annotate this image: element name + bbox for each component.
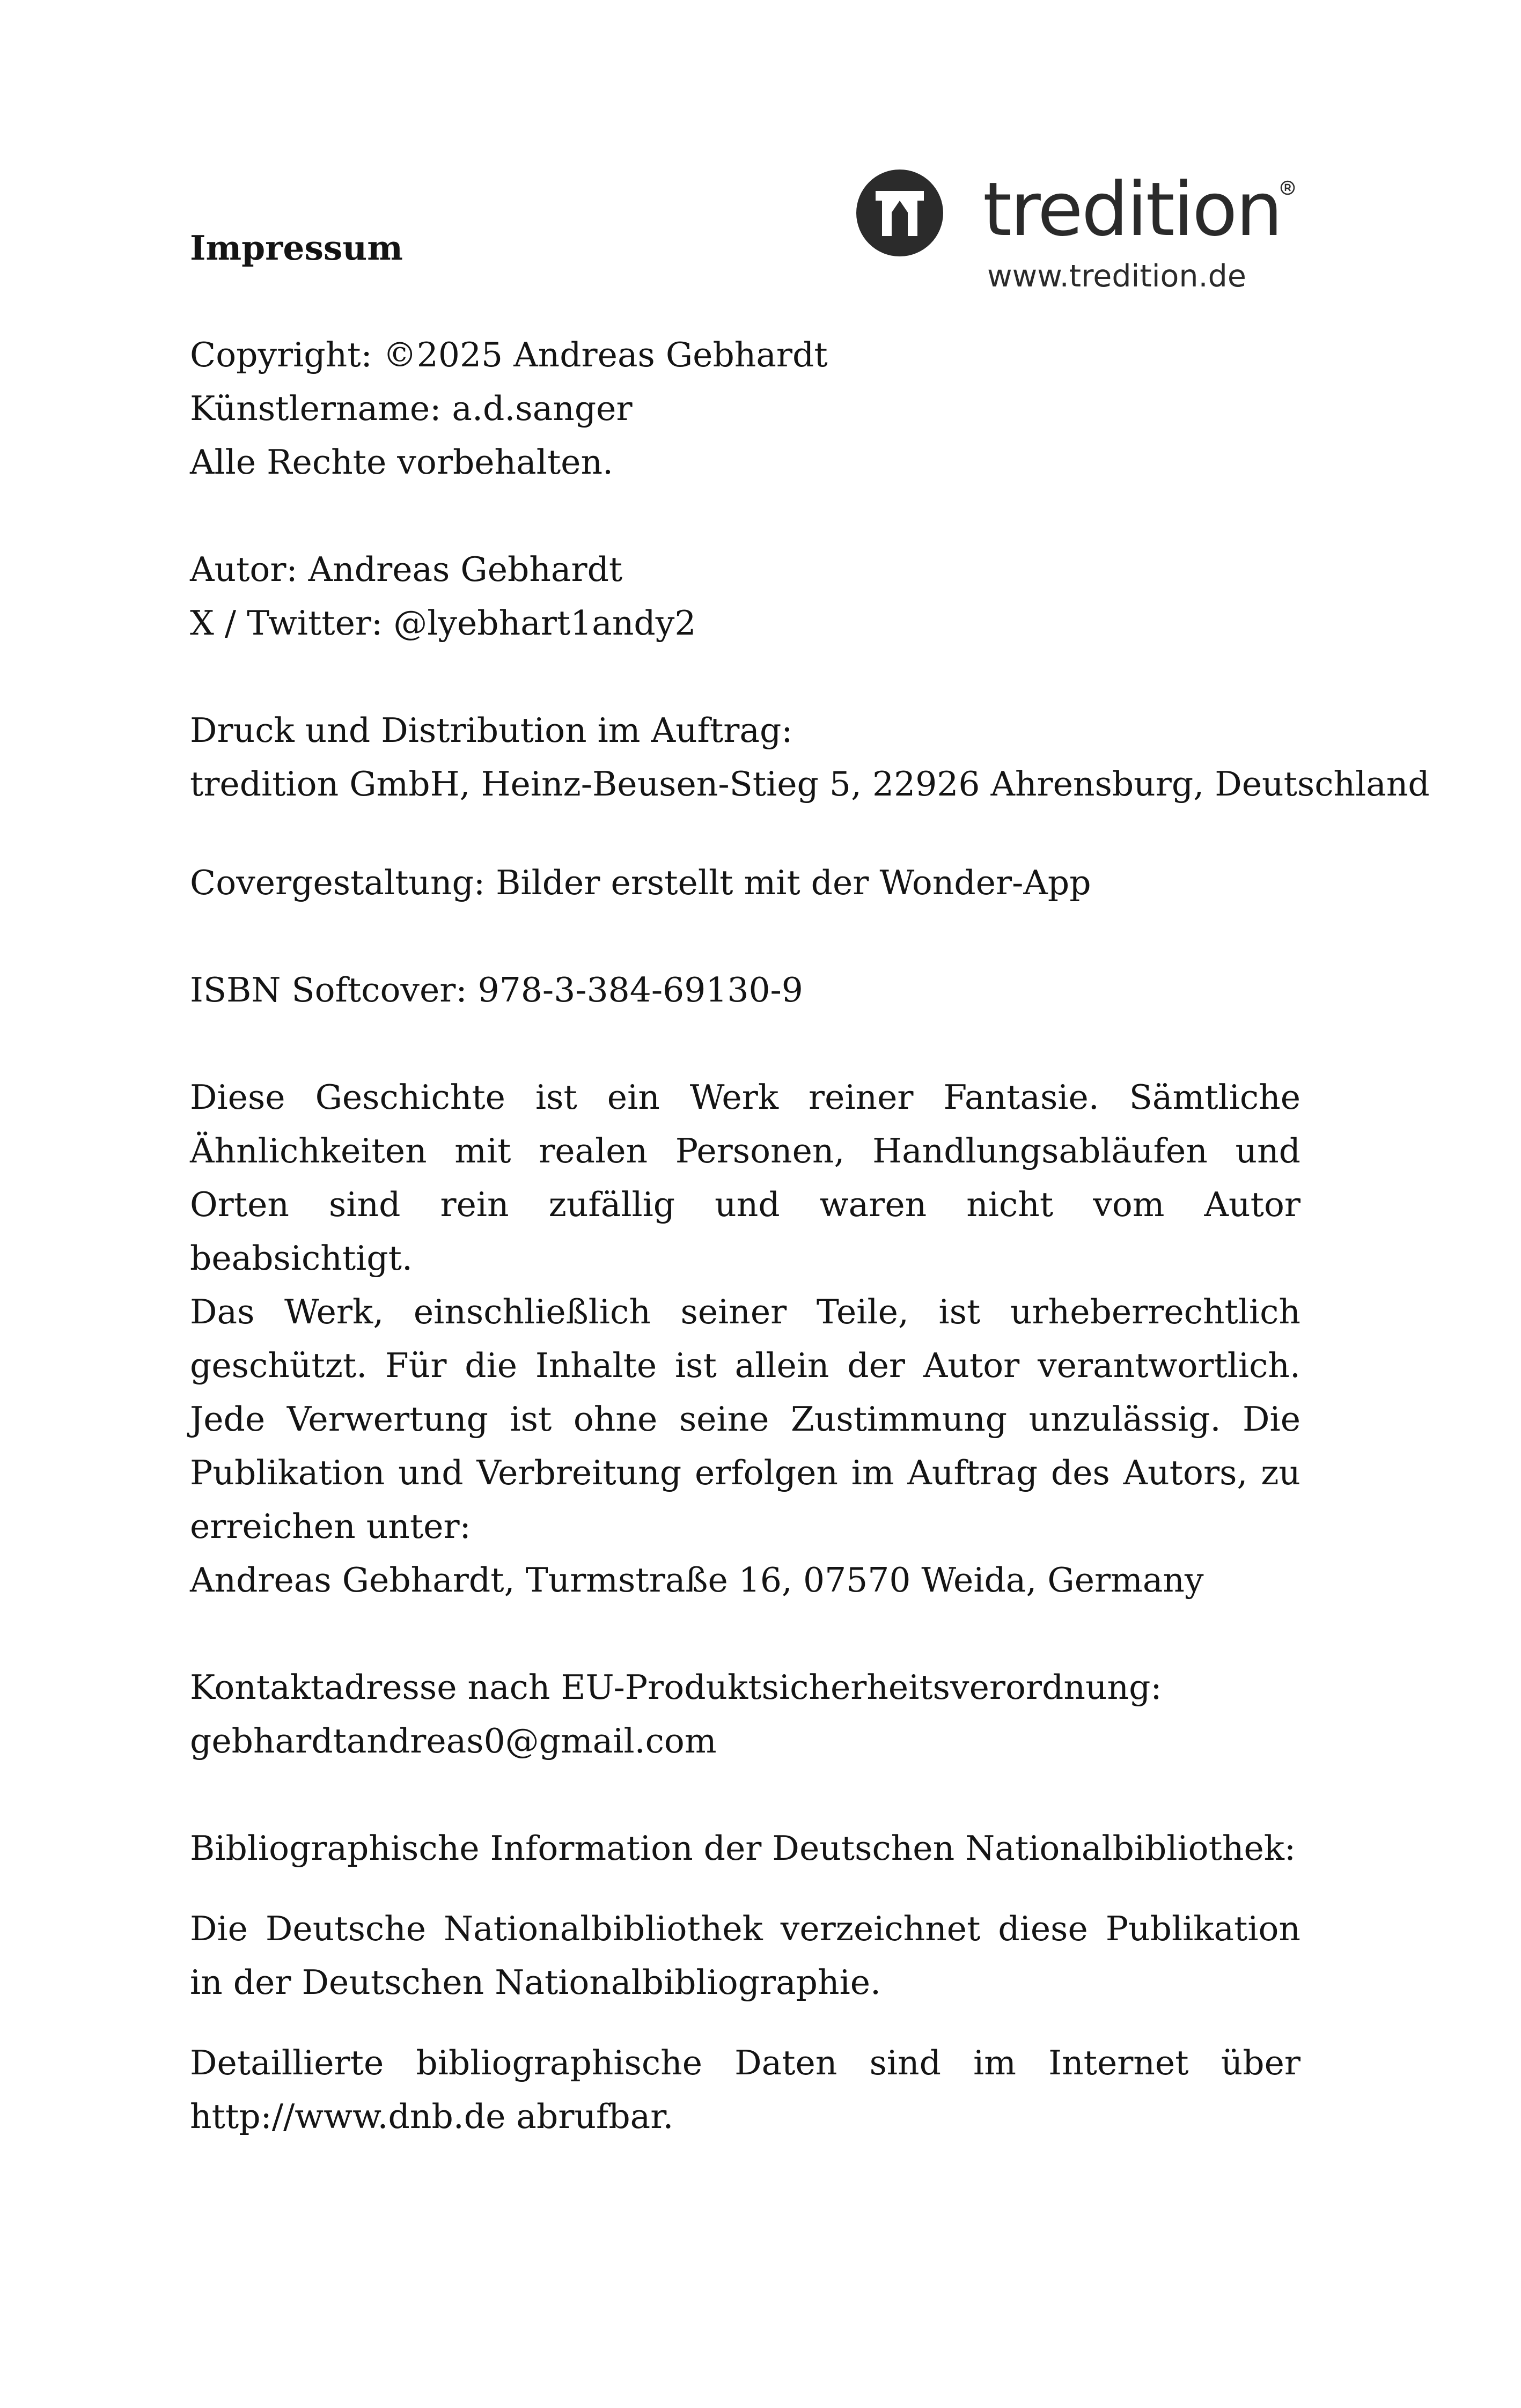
distribution-label: Druck und Distribution im Auftrag: xyxy=(190,711,793,750)
isbn-line: ISBN Softcover: 978-3-384-69130-9 xyxy=(190,970,803,1010)
dnb-notice: Die Deutsche Nationalbibliothek verzeichnet diese Publikation in der Deutschen Nationalbibliographie. xyxy=(190,1909,1300,2002)
imprint-content xyxy=(190,221,1430,2144)
twitter-line: X / Twitter: @lyebhart1andy2 xyxy=(190,603,696,643)
fiction-disclaimer: Diese Geschichte ist ein Werk reiner Fantasie. Sämtliche Ähnlichkeiten mit realen Personen, Handlungsabläufen und Orten sind rein zufällig und waren nicht vom Autor beabsichtigt. xyxy=(190,1078,1300,1278)
page-title: Impressum xyxy=(190,228,403,268)
logo-wordmark: tredition xyxy=(983,166,1281,253)
registered-mark-icon xyxy=(1280,180,1295,195)
logo-url: www.tredition.de xyxy=(987,259,1246,294)
publisher-address: Andreas Gebhardt, Turmstraße 16, 07570 Weida, Germany xyxy=(190,1560,1204,1600)
bibliographic-heading: Bibliographische Information der Deutschen Nationalbibliothek: xyxy=(190,1829,1296,1868)
distribution-address: tredition GmbH, Heinz-Beusen-Stieg 5, 22926 Ahrensburg, Deutschland xyxy=(190,764,1430,804)
rights-reserved-line: Alle Rechte vorbehalten. xyxy=(190,443,614,482)
contact-label: Kontaktadresse nach EU-Produktsicherheitsverordnung: xyxy=(190,1668,1162,1707)
copyright-notice: Das Werk, einschließlich seiner Teile, ist urheberrechtlich geschützt. Für die Inhalte ist allein der Autor verantwortlich. Jede Verwertung ist ohne seine Zustimmung unzulässig. Die Publikation und Verbreitung erfolgen im Auftrag des Autors, zu erreichen unter: xyxy=(190,1292,1300,1546)
contact-email: gebhardtandreas0@gmail.com xyxy=(190,1721,717,1761)
author-line: Autor: Andreas Gebhardt xyxy=(190,550,623,589)
artist-name-line: Künstlername: a.d.sanger xyxy=(190,389,633,428)
copyright-line: Copyright: ©2025 Andreas Gebhardt xyxy=(190,335,828,374)
dnb-link-notice: Detaillierte bibliographische Daten sind im Internet über http://www.dnb.de abrufbar. xyxy=(190,2043,1300,2136)
cover-design-line: Covergestaltung: Bilder erstellt mit der Wonder-App xyxy=(190,863,1091,902)
